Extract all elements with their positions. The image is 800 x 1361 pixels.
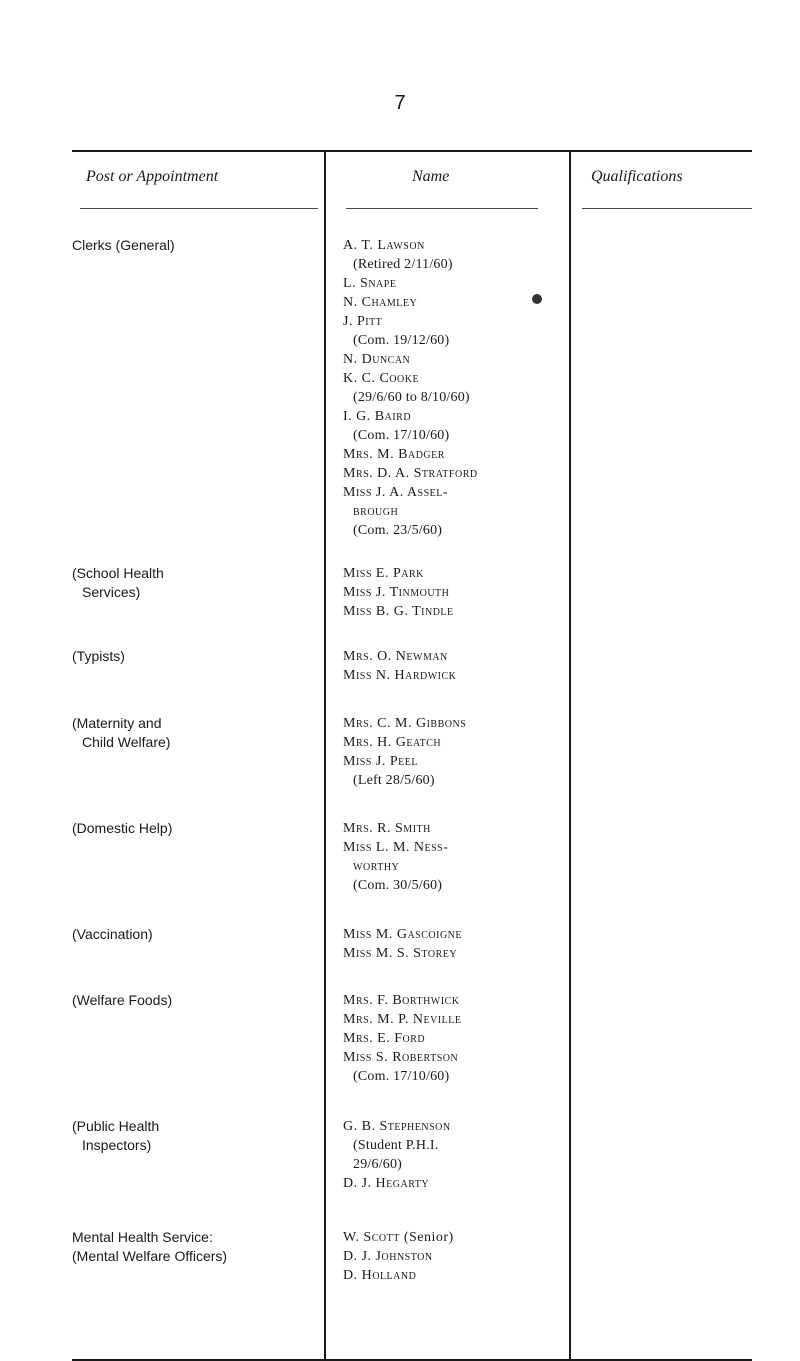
staff-name: L. Snape xyxy=(343,276,397,291)
staff-name: I. G. Baird xyxy=(343,409,412,424)
staff-name: Miss J. A. Assel- xyxy=(343,485,449,500)
post-school-health-services xyxy=(72,564,317,602)
staff-name xyxy=(343,1228,553,1247)
header-rule-qualifications xyxy=(582,208,752,209)
post-clerks-general xyxy=(72,236,317,255)
names-clerks-general xyxy=(343,236,553,540)
staff-note: (29/6/60 to 8/10/60) xyxy=(353,390,470,405)
post-line: Clerks (General) xyxy=(72,237,175,253)
staff-name: Miss S. Robertson xyxy=(343,1050,459,1065)
staff-note: (Com. 19/12/60) xyxy=(353,333,450,348)
staff-name: D. J. Hegarty xyxy=(343,1176,430,1191)
staff-note: (Com. 17/10/60) xyxy=(353,428,450,443)
names-vaccination xyxy=(343,925,553,963)
names-welfare-foods xyxy=(343,991,553,1086)
post-maternity-child-welfare xyxy=(72,714,317,752)
header-name: Name xyxy=(412,168,450,185)
staff-name: Mrs. D. A. Stratford xyxy=(343,466,478,481)
staff-name: K. C. Cooke xyxy=(343,371,420,386)
staff-name: Mrs. F. Borthwick xyxy=(343,993,460,1008)
names-typists xyxy=(343,647,553,685)
staff-note: (Com. 17/10/60) xyxy=(353,1069,450,1084)
staff-name-text: W. Scott xyxy=(343,1230,400,1245)
staff-note: (Left 28/5/60) xyxy=(353,773,435,788)
staff-name: Miss E. Park xyxy=(343,566,424,581)
staff-name: Miss M. S. Storey xyxy=(343,946,458,961)
staff-name: Miss M. Gascoigne xyxy=(343,927,463,942)
staff-name: Mrs. M. P. Neville xyxy=(343,1012,462,1027)
staff-note: 29/6/60) xyxy=(353,1157,403,1172)
staff-name: Miss B. G. Tindle xyxy=(343,604,454,619)
post-typists xyxy=(72,647,317,666)
staff-name: N. Duncan xyxy=(343,352,411,367)
post-line: (Typists) xyxy=(72,648,125,664)
post-welfare-foods xyxy=(72,991,317,1010)
staff-note: (Com. 30/5/60) xyxy=(353,878,443,893)
post-line: (Vaccination) xyxy=(72,926,153,942)
staff-name-continuation: brough xyxy=(353,504,399,519)
header-qualifications: Qualifications xyxy=(591,168,683,185)
staff-name: Mrs. R. Smith xyxy=(343,821,431,836)
names-domestic-help xyxy=(343,819,553,895)
header-rule-name xyxy=(346,208,538,209)
post-vaccination xyxy=(72,925,317,944)
staff-name: Mrs. H. Geatch xyxy=(343,735,442,750)
staff-name: Mrs. E. Ford xyxy=(343,1031,426,1046)
staff-name: A. T. Lawson xyxy=(343,238,425,253)
post-line: Mental Health Service: xyxy=(72,1229,213,1245)
staff-name: J. Pitt xyxy=(343,314,383,329)
names-mental-health-service xyxy=(343,1228,553,1285)
column-divider-2 xyxy=(569,150,571,1361)
staff-name: G. B. Stephenson xyxy=(343,1119,451,1134)
staff-name: N. Chamley xyxy=(343,295,418,310)
column-divider-1 xyxy=(324,150,326,1361)
staff-name: Miss J. Tinmouth xyxy=(343,585,450,600)
table-top-rule xyxy=(72,150,752,152)
post-public-health-inspectors xyxy=(72,1117,317,1155)
names-public-health-inspectors xyxy=(343,1117,553,1193)
post-line: (School Health xyxy=(72,565,164,581)
post-line: Child Welfare) xyxy=(82,734,171,750)
staff-name: Mrs. O. Newman xyxy=(343,649,448,664)
staff-inline-note: (Senior) xyxy=(403,1230,454,1245)
post-line: (Domestic Help) xyxy=(72,820,173,836)
staff-note: (Student P.H.I. xyxy=(353,1138,439,1153)
post-line: (Public Health xyxy=(72,1118,160,1134)
page-number: 7 xyxy=(394,92,406,114)
post-line: (Mental Welfare Officers) xyxy=(72,1248,228,1264)
post-line: (Welfare Foods) xyxy=(72,992,173,1008)
staff-name: Mrs. C. M. Gibbons xyxy=(343,716,467,731)
header-rule-post xyxy=(80,208,318,209)
staff-name: D. J. Johnston xyxy=(343,1249,433,1264)
post-mental-health-service xyxy=(72,1228,317,1266)
post-line: (Maternity and xyxy=(72,715,162,731)
names-maternity-child-welfare xyxy=(343,714,553,790)
header-post: Post or Appointment xyxy=(86,168,219,185)
staff-note: (Com. 23/5/60) xyxy=(353,523,443,538)
post-domestic-help xyxy=(72,819,317,838)
staff-name: Miss J. Peel xyxy=(343,754,418,769)
staff-name: Mrs. M. Badger xyxy=(343,447,445,462)
post-line: Services) xyxy=(82,584,141,600)
post-line: Inspectors) xyxy=(82,1137,152,1153)
staff-name: Miss L. M. Ness- xyxy=(343,840,449,855)
names-school-health-services xyxy=(343,564,553,621)
staff-name: Miss N. Hardwick xyxy=(343,668,457,683)
staff-note: (Retired 2/11/60) xyxy=(353,257,453,272)
staff-name: D. Holland xyxy=(343,1268,417,1283)
staff-name-continuation: worthy xyxy=(353,859,400,874)
